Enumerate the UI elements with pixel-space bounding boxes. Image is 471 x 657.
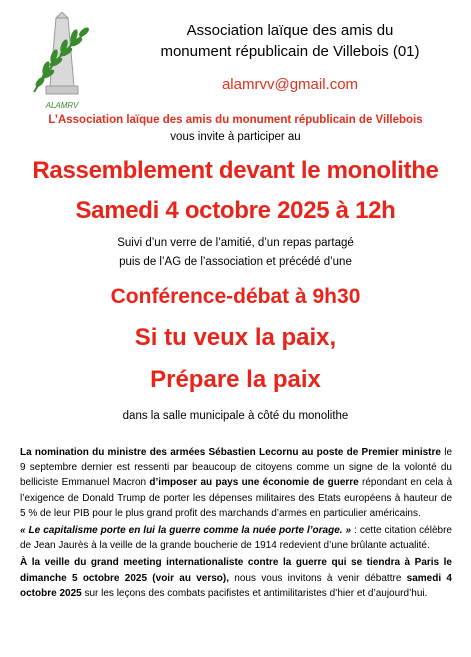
conference-headline: Conférence-débat à 9h30: [110, 285, 361, 308]
event-date: Samedi 4 octobre 2025 à 12h: [75, 197, 396, 224]
org-line-1: Association laïque des amis du: [186, 22, 394, 39]
event-headline: Rassemblement devant le monolithe: [32, 157, 439, 184]
monument-olive-branch-icon: [26, 12, 98, 112]
invite-line-1: L’Association laïque des amis du monument républicain de Villebois: [48, 114, 423, 126]
p2-text: : cette citation célèbre de Jean Jaurès à la veille de la grande boucherie de 1914 redevient d’une brûlante actualité.: [20, 525, 452, 552]
follow-line-1: Suivi d’un verre de l’amitié, d’un repas partagé: [117, 237, 354, 249]
alamrv-logo: [26, 12, 98, 112]
slogan-line-2: Prépare la paix: [150, 366, 321, 393]
p1-text-2: répondant en cela à l’exigence de Donald Trump de porter les dépenses militaires des Etats européens à hauteur de 5 % de leur PIB pour le plus grand profit des marchands d’armes en particulier américains.: [20, 477, 453, 519]
p1-bold-1: La nomination du ministre des armées Sébastien Lecornu au poste de Premier ministre: [20, 447, 441, 458]
slogan-line-1: Si tu veux la paix,: [134, 324, 337, 351]
p3-bold-1: À la veille du grand meeting internationaliste contre la guerre qui se tiendra à Paris le dimanche 5 octobre 2025 (voir au verso),: [20, 557, 452, 584]
location-line: dans la salle municipale à côté du monolithe: [122, 410, 349, 422]
p3-text-1: nous vous invitons à venir débattre: [229, 572, 407, 584]
paragraph-2: [20, 523, 452, 553]
logo-caption: ALAMRV: [45, 101, 79, 110]
org-line-2: monument républicain de Villebois (01): [160, 43, 420, 60]
p1-bold-2: d’imposer au pays une économie de guerre: [149, 477, 359, 489]
body-text: [20, 445, 452, 603]
p3-bold-2: samedi 4 octobre 2025: [20, 572, 452, 599]
organization-name: [130, 20, 450, 62]
paragraph-1: [20, 445, 452, 521]
p2-quote: « Le capitalisme porte en lui la guerre comme la nuée porte l’orage. »: [20, 525, 352, 537]
invite-line-2: vous invite à participer au: [170, 131, 301, 143]
p1-text-1: le 9 septembre dernier est ressenti par beaucoup de citoyens comme un signe de la volonté du belliciste Emmanuel Macron: [20, 447, 453, 489]
email-link[interactable]: alamrvv@gmail.com: [221, 76, 359, 93]
follow-line-2: puis de l’AG de l’association et précédé d’une: [119, 256, 352, 268]
paragraph-3: [20, 555, 452, 601]
p3-text-2: sur les leçons des combats pacifistes et antimilitaristes d’hier et d’aujourd’hui.: [81, 587, 428, 599]
